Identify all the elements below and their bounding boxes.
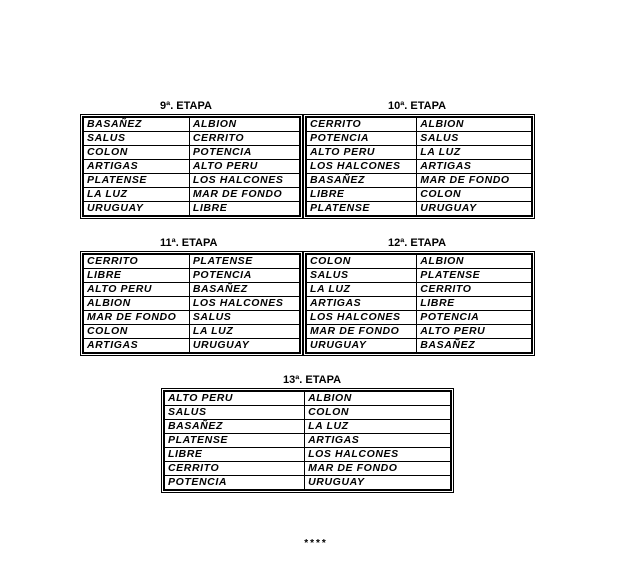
away-team-cell: LOS HALCONES: [189, 297, 299, 311]
home-team-cell: ALTO PERU: [165, 392, 305, 406]
away-team-cell: MAR DE FONDO: [189, 188, 299, 202]
away-team-cell: LOS HALCONES: [305, 448, 451, 462]
home-team-cell: CERRITO: [84, 255, 190, 269]
away-team-cell: LIBRE: [189, 202, 299, 216]
away-team-cell: MAR DE FONDO: [417, 174, 532, 188]
match-row: [307, 188, 532, 202]
home-team-cell: ALTO PERU: [84, 283, 190, 297]
home-team-cell: MAR DE FONDO: [84, 311, 190, 325]
match-row: [307, 311, 532, 325]
away-team-cell: LA LUZ: [417, 146, 532, 160]
away-team-cell: ALTO PERU: [417, 325, 532, 339]
home-team-cell: BASAÑEZ: [307, 174, 417, 188]
away-team-cell: MAR DE FONDO: [305, 462, 451, 476]
home-team-cell: MAR DE FONDO: [307, 325, 417, 339]
home-team-cell: BASAÑEZ: [84, 118, 190, 132]
away-team-cell: LA LUZ: [189, 325, 299, 339]
match-row: [84, 311, 300, 325]
home-team-cell: URUGUAY: [84, 202, 190, 216]
stage-9-fixture-table: [80, 114, 303, 219]
match-row: [165, 434, 451, 448]
match-row: [84, 160, 300, 174]
match-row: [307, 297, 532, 311]
away-team-cell: PLATENSE: [189, 255, 299, 269]
stage-9-title: 9ª. ETAPA: [160, 100, 212, 112]
match-row: [307, 339, 532, 353]
match-row: [307, 118, 532, 132]
stage-10-title: 10ª. ETAPA: [388, 100, 447, 112]
home-team-cell: POTENCIA: [307, 132, 417, 146]
match-row: [165, 406, 451, 420]
home-team-cell: LA LUZ: [307, 283, 417, 297]
match-row: [307, 269, 532, 283]
match-row: [84, 325, 300, 339]
away-team-cell: ALBION: [417, 118, 532, 132]
home-team-cell: COLON: [84, 146, 190, 160]
home-team-cell: LIBRE: [84, 269, 190, 283]
match-row: [307, 132, 532, 146]
match-row: [84, 269, 300, 283]
home-team-cell: SALUS: [307, 269, 417, 283]
match-row: [307, 283, 532, 297]
away-team-cell: SALUS: [189, 311, 299, 325]
away-team-cell: BASAÑEZ: [417, 339, 532, 353]
stage-13-fixture-table: [161, 388, 454, 493]
match-row: [84, 188, 300, 202]
match-row: [307, 325, 532, 339]
home-team-cell: SALUS: [165, 406, 305, 420]
match-row: [165, 476, 451, 490]
away-team-cell: LA LUZ: [305, 420, 451, 434]
match-row: [84, 255, 300, 269]
home-team-cell: CERRITO: [307, 118, 417, 132]
match-row: [84, 283, 300, 297]
home-team-cell: LOS HALCONES: [307, 311, 417, 325]
match-row: [84, 202, 300, 216]
home-team-cell: PLATENSE: [165, 434, 305, 448]
home-team-cell: ALTO PERU: [307, 146, 417, 160]
away-team-cell: ALBION: [189, 118, 299, 132]
stage-12-fixture-table: [303, 251, 535, 356]
match-row: [84, 174, 300, 188]
match-row: [307, 255, 532, 269]
home-team-cell: LIBRE: [165, 448, 305, 462]
away-team-cell: ALTO PERU: [189, 160, 299, 174]
home-team-cell: COLON: [84, 325, 190, 339]
home-team-cell: ARTIGAS: [84, 160, 190, 174]
match-row: [84, 297, 300, 311]
stage-11-fixture-table: [80, 251, 303, 356]
home-team-cell: SALUS: [84, 132, 190, 146]
home-team-cell: ARTIGAS: [307, 297, 417, 311]
away-team-cell: POTENCIA: [189, 269, 299, 283]
match-row: [165, 462, 451, 476]
match-row: [307, 160, 532, 174]
match-row: [84, 339, 300, 353]
away-team-cell: URUGUAY: [417, 202, 532, 216]
away-team-cell: CERRITO: [417, 283, 532, 297]
away-team-cell: COLON: [417, 188, 532, 202]
away-team-cell: PLATENSE: [417, 269, 532, 283]
away-team-cell: ARTIGAS: [417, 160, 532, 174]
away-team-cell: CERRITO: [189, 132, 299, 146]
match-row: [84, 118, 300, 132]
match-row: [165, 420, 451, 434]
match-row: [307, 174, 532, 188]
match-row: [84, 132, 300, 146]
away-team-cell: URUGUAY: [305, 476, 451, 490]
match-row: [307, 202, 532, 216]
away-team-cell: URUGUAY: [189, 339, 299, 353]
away-team-cell: POTENCIA: [189, 146, 299, 160]
home-team-cell: PLATENSE: [307, 202, 417, 216]
stage-12-title: 12ª. ETAPA: [388, 237, 447, 249]
match-row: [84, 146, 300, 160]
match-row: [307, 146, 532, 160]
home-team-cell: LIBRE: [307, 188, 417, 202]
home-team-cell: PLATENSE: [84, 174, 190, 188]
stage-10-fixture-table: [303, 114, 535, 219]
away-team-cell: SALUS: [417, 132, 532, 146]
match-row: [165, 448, 451, 462]
away-team-cell: POTENCIA: [417, 311, 532, 325]
home-team-cell: ARTIGAS: [84, 339, 190, 353]
home-team-cell: COLON: [307, 255, 417, 269]
match-row: [165, 392, 451, 406]
away-team-cell: ALBION: [417, 255, 532, 269]
stage-13-title: 13ª. ETAPA: [283, 374, 342, 386]
home-team-cell: ALBION: [84, 297, 190, 311]
home-team-cell: BASAÑEZ: [165, 420, 305, 434]
stage-11-title: 11ª. ETAPA: [160, 237, 218, 249]
home-team-cell: CERRITO: [165, 462, 305, 476]
away-team-cell: LIBRE: [417, 297, 532, 311]
away-team-cell: ARTIGAS: [305, 434, 451, 448]
away-team-cell: ALBION: [305, 392, 451, 406]
away-team-cell: BASAÑEZ: [189, 283, 299, 297]
home-team-cell: URUGUAY: [307, 339, 417, 353]
away-team-cell: COLON: [305, 406, 451, 420]
away-team-cell: LOS HALCONES: [189, 174, 299, 188]
home-team-cell: LOS HALCONES: [307, 160, 417, 174]
home-team-cell: LA LUZ: [84, 188, 190, 202]
end-marker: ****: [304, 538, 328, 549]
home-team-cell: POTENCIA: [165, 476, 305, 490]
